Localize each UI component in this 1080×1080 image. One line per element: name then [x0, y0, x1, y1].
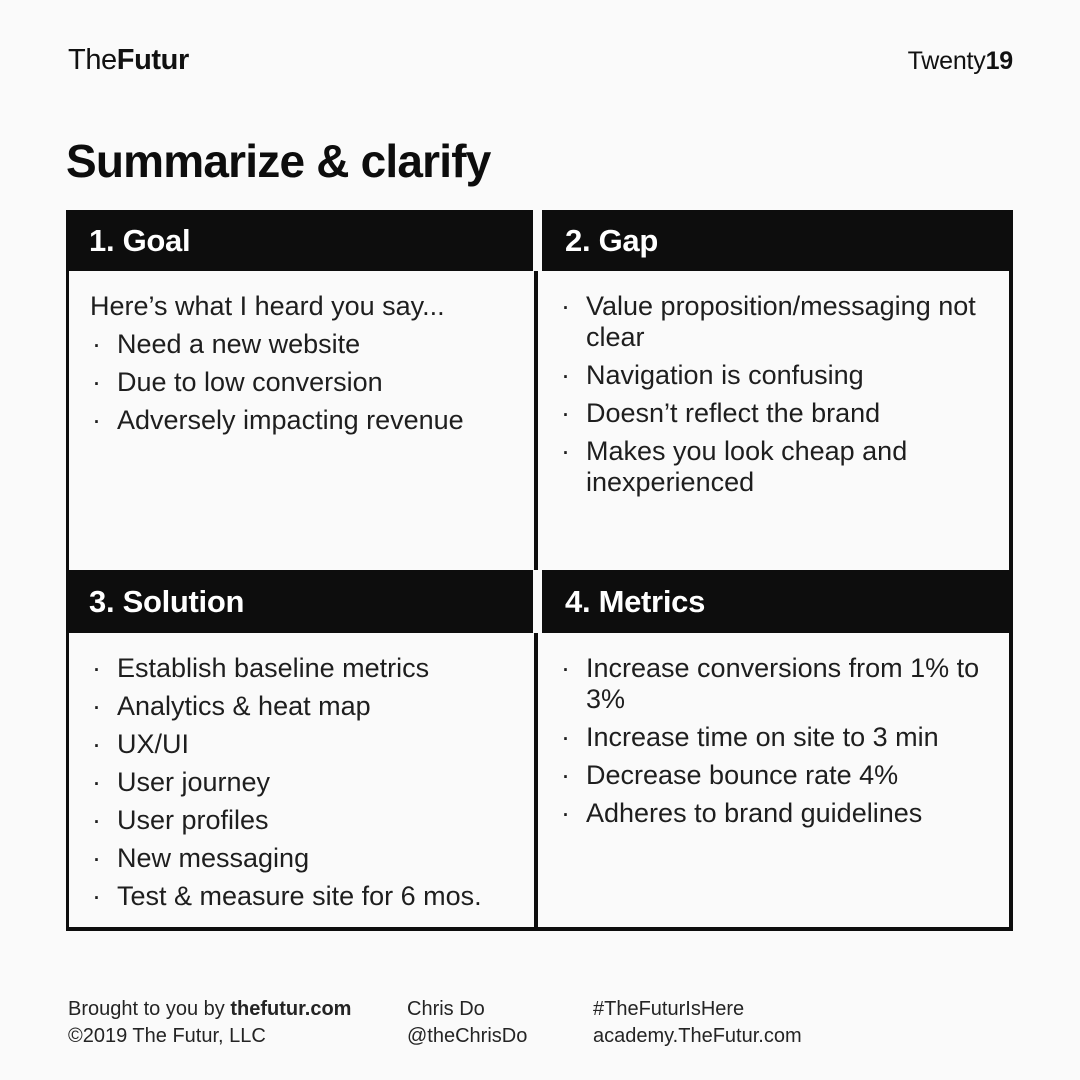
header-row-bottom	[66, 570, 1013, 633]
bullet-item	[90, 881, 510, 912]
footer-author-handle: @theChrisDo	[407, 1025, 528, 1047]
gap-header	[542, 210, 1013, 271]
goal-list	[90, 329, 510, 436]
bullet-text: User journey	[117, 767, 271, 797]
bullet-text: Value proposition/messaging not clear	[586, 291, 976, 352]
summary-matrix	[66, 210, 1013, 931]
footer-site-link: thefutur.com	[230, 998, 352, 1020]
bullet-icon: ·	[561, 436, 570, 466]
bullet-icon: ·	[92, 653, 101, 683]
metrics-header-label: 4. Metrics	[565, 583, 706, 619]
footer-author-name: Chris Do	[407, 998, 485, 1020]
bullet-item	[559, 798, 985, 829]
bullet-text: New messaging	[117, 843, 310, 873]
body-row-bottom	[66, 633, 1013, 931]
footer-author	[407, 996, 527, 1050]
goal-header-label: 1. Goal	[89, 222, 191, 258]
bullet-text: Establish baseline metrics	[117, 653, 430, 683]
bullet-item	[90, 653, 510, 684]
footer-hashtag: #TheFuturIsHere	[593, 998, 745, 1020]
bullet-text: Adheres to brand guidelines	[586, 798, 923, 828]
bullet-text: Navigation is confusing	[586, 360, 864, 390]
bullet-icon: ·	[92, 691, 101, 721]
footer-academy-link: academy.TheFutur.com	[593, 1025, 802, 1047]
solution-list	[90, 653, 510, 912]
gap-list	[559, 291, 985, 498]
bullet-item	[90, 691, 510, 722]
bullet-icon: ·	[561, 722, 570, 752]
gap-header-label: 2. Gap	[565, 222, 658, 258]
bullet-text: Increase conversions from 1% to 3%	[586, 653, 980, 714]
bullet-item	[559, 291, 985, 353]
footer-attribution	[68, 996, 351, 1050]
metrics-cell	[538, 633, 1013, 931]
footer-brought-line	[68, 996, 351, 1023]
bullet-icon: ·	[92, 881, 101, 911]
bullet-icon: ·	[561, 291, 570, 321]
metrics-list	[559, 653, 985, 829]
bullet-text: UX/UI	[117, 729, 190, 759]
bullet-item	[559, 760, 985, 791]
solution-header	[66, 570, 533, 633]
year-regular: Twenty	[907, 47, 986, 75]
footer-copyright: ©2019 The Futur, LLC	[68, 1025, 266, 1047]
bullet-item	[90, 843, 510, 874]
footer-links	[593, 996, 802, 1050]
bullet-item	[90, 729, 510, 760]
bullet-icon: ·	[561, 360, 570, 390]
bullet-icon: ·	[561, 653, 570, 683]
thefutur-logo	[68, 44, 189, 77]
bullet-text: User profiles	[117, 805, 269, 835]
bullet-item	[90, 329, 510, 360]
logo-regular: The	[68, 44, 117, 76]
bullet-item	[559, 722, 985, 753]
bullet-text: Makes you look cheap and inexperienced	[586, 436, 908, 497]
bullet-item	[559, 360, 985, 391]
bullet-item	[90, 805, 510, 836]
footer-brought-prefix: Brought to you by	[68, 998, 231, 1020]
bullet-text: Doesn’t reflect the brand	[586, 398, 881, 428]
bullet-item	[559, 653, 985, 715]
goal-cell	[66, 271, 538, 570]
header-row-top	[66, 210, 1013, 271]
goal-intro: Here’s what I heard you say...	[90, 291, 445, 321]
page-title: Summarize & clarify	[66, 135, 491, 187]
bullet-item	[90, 767, 510, 798]
gap-cell	[538, 271, 1013, 570]
bullet-item	[559, 436, 985, 498]
bullet-icon: ·	[561, 798, 570, 828]
logo-bold: Futur	[116, 44, 189, 76]
bullet-icon: ·	[92, 805, 101, 835]
bullet-icon: ·	[561, 398, 570, 428]
bullet-text: Need a new website	[117, 329, 361, 359]
bullet-icon: ·	[92, 367, 101, 397]
bullet-item	[90, 405, 510, 436]
bullet-icon: ·	[92, 405, 101, 435]
bullet-text: Increase time on site to 3 min	[586, 722, 939, 752]
year-mark	[908, 47, 1013, 76]
bullet-icon: ·	[92, 329, 101, 359]
bullet-icon: ·	[92, 729, 101, 759]
bullet-text: Test & measure site for 6 mos.	[117, 881, 482, 911]
bullet-item	[90, 367, 510, 398]
bullet-icon: ·	[92, 843, 101, 873]
year-bold: 19	[985, 47, 1013, 75]
bullet-text: Analytics & heat map	[117, 691, 371, 721]
bullet-icon: ·	[92, 767, 101, 797]
goal-header	[66, 210, 533, 271]
bullet-text: Due to low conversion	[117, 367, 383, 397]
body-row-top	[66, 271, 1013, 570]
bullet-text: Adversely impacting revenue	[117, 405, 464, 435]
metrics-header	[542, 570, 1013, 633]
bullet-text: Decrease bounce rate 4%	[586, 760, 899, 790]
solution-header-label: 3. Solution	[89, 583, 245, 619]
bullet-icon: ·	[561, 760, 570, 790]
solution-cell	[66, 633, 538, 931]
bullet-item	[559, 398, 985, 429]
